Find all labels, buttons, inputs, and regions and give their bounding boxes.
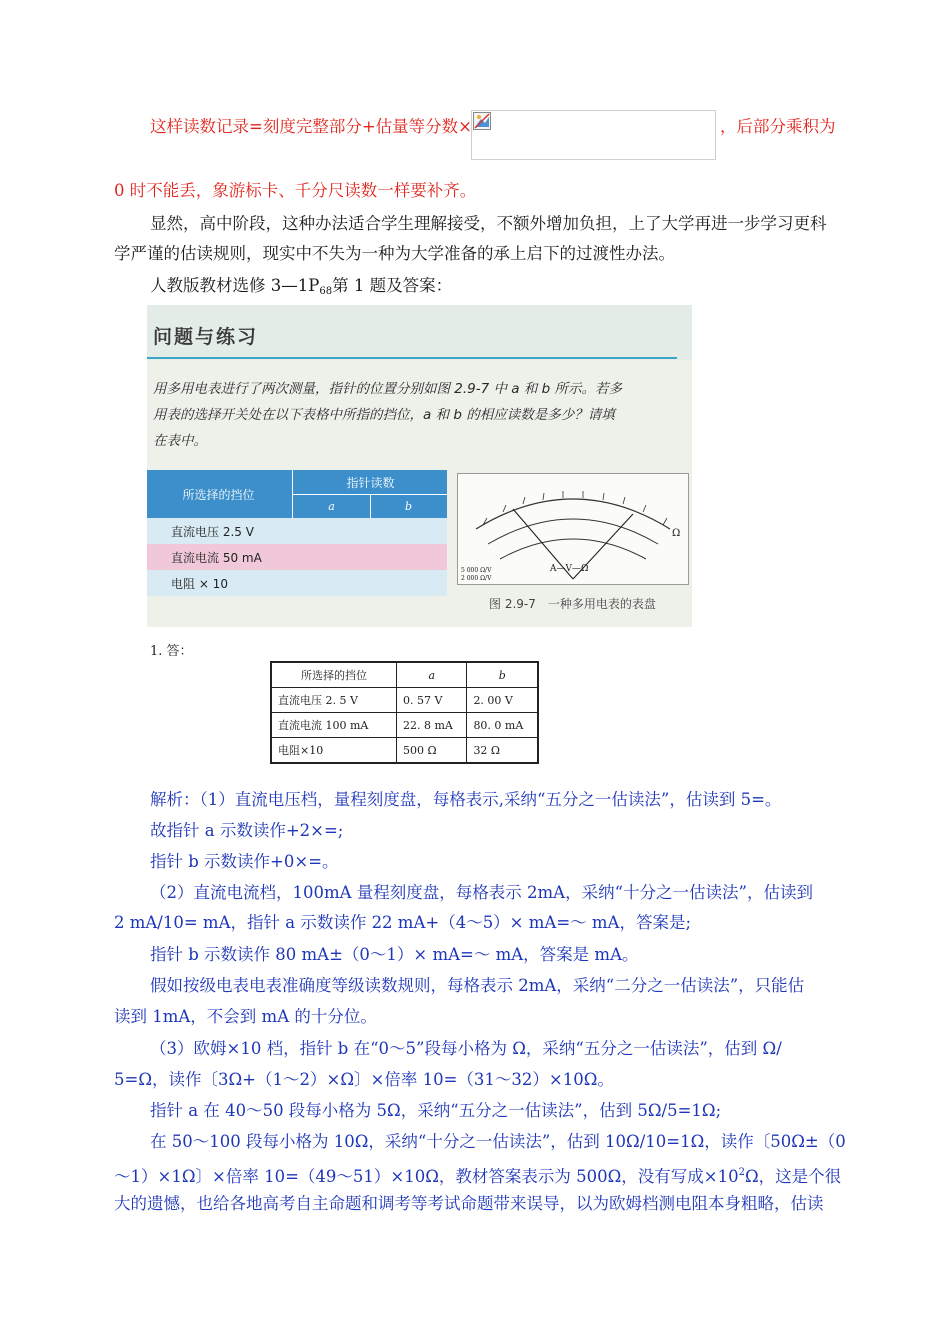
scan-divider <box>147 357 677 359</box>
answer-cell: 500 Ω <box>397 738 467 764</box>
analysis-line-9: （3）欧姆×10 档，指针 b 在“0～5”段每小格为 Ω，采纳“五分之一估读法”，估到 Ω/ <box>150 1039 782 1058</box>
paragraph-2-line-1: 显然，高中阶段，这种办法适合学生理解接受，不额外增加负担，上了大学再进一步学习更科 <box>150 214 827 233</box>
answer-cell: 0. 57 V <box>397 688 467 713</box>
answer-label: 1. 答： <box>150 644 193 659</box>
answer-header-a: a <box>397 662 467 688</box>
intro-line-2: 0 时不能丢，象游标卡、千分尺读数一样要补齐。 <box>114 181 477 200</box>
scan-question-1: 用多用电表进行了两次测量，指针的位置分别如图 2.9-7 中 a 和 b 所示。若多 <box>153 381 623 397</box>
analysis-line-5: 2 mA/10= mA，指针 a 示数读作 22 mA+（4～5）× mA=～ mA，答案是; <box>114 913 692 932</box>
paragraph-3-sub: 68 <box>319 286 333 297</box>
paragraph-2-line-2: 学严谨的估读规则，现实中不失为一种为大学准备的承上启下的过渡性办法。 <box>114 244 675 263</box>
analysis-line-7: 假如按级电表电表准确度等级读数规则，每格表示 2mA，采纳“二分之一估读法”，只能估 <box>150 976 805 995</box>
intro-line-1a: 这样读数记录=刻度完整部分+估量等分数× <box>150 117 472 136</box>
broken-image-placeholder <box>471 110 716 160</box>
paragraph-3 <box>150 276 452 302</box>
selector-row-1: 直流电压 2.5 V <box>147 518 447 544</box>
answer-table <box>270 661 539 764</box>
header-col-a: a <box>292 495 371 518</box>
analysis-line-4: （2）直流电流档，100mA 量程刻度盘，每格表示 2mA，采纳“十分之一估读法”，估读到 <box>150 883 813 902</box>
analysis-line-8: 读到 1mA，不会到 mA 的十分位。 <box>114 1007 377 1026</box>
dial-avo: A—V—Ω <box>550 564 589 574</box>
analysis-line-3: 指针 b 示数读作+0×=。 <box>150 852 339 871</box>
header-position: 所选择的挡位 <box>182 487 255 502</box>
analysis-line-14: 大的遗憾，也给各地高考自主命题和调考等考试命题带来误导，以为欧姆档测电阻本身粗略，估读 <box>114 1194 824 1213</box>
scan-question-3: 在表中。 <box>153 433 207 449</box>
dial-v2: 2 000 Ω/V <box>461 575 492 582</box>
answer-cell: 32 Ω <box>467 738 538 764</box>
answer-row-1 <box>271 688 538 713</box>
answer-cell: 22. 8 mA <box>397 713 467 738</box>
answer-header-position: 所选择的挡位 <box>271 662 397 688</box>
selector-row-3: 电阻 × 10 <box>147 570 447 596</box>
scan-question-2: 用表的选择开关处在以下表格中所指的挡位，a 和 b 的相应读数是多少？请填 <box>153 407 615 423</box>
answer-cell: 直流电压 2. 5 V <box>271 688 397 713</box>
answer-row-2 <box>271 713 538 738</box>
broken-image-icon <box>473 112 491 130</box>
answer-cell: 电阻×10 <box>271 738 397 764</box>
selector-row-2: 直流电流 50 mA <box>147 544 447 570</box>
scan-heading: 问题与练习 <box>153 326 259 348</box>
paragraph-3-a: 人教版教材选修 3—1P <box>150 276 320 295</box>
figure-caption: 图 2.9-7 一种多用电表的表盘 <box>489 597 656 611</box>
answer-cell: 80. 0 mA <box>467 713 538 738</box>
analysis-line-13-b: Ω，这是个很 <box>745 1167 842 1186</box>
analysis-line-12: 在 50～100 段每小格为 10Ω，采纳“十分之一估读法”，估到 10Ω/10=1Ω，读作〔50Ω±（0 <box>150 1132 846 1151</box>
meter-dial-figure <box>457 473 689 585</box>
analysis-line-2: 故指针 a 示数读作+2×=; <box>150 821 344 840</box>
analysis-line-13 <box>114 1163 841 1187</box>
intro-line-1b: ，后部分乘积为 <box>720 117 836 136</box>
answer-cell: 直流电流 100 mA <box>271 713 397 738</box>
answer-cell: 2. 00 V <box>467 688 538 713</box>
answer-row-3 <box>271 738 538 764</box>
selector-table <box>147 470 447 600</box>
analysis-line-13-a: ～1）×1Ω〕×倍率 10=（49～51）×10Ω，教材答案表示为 500Ω，没有写成×10 <box>114 1167 739 1186</box>
answer-header-b: b <box>467 662 538 688</box>
analysis-line-11: 指针 a 在 40～50 段每小格为 5Ω，采纳“五分之一估读法”，估到 5Ω/5=1Ω; <box>150 1101 722 1120</box>
textbook-scan <box>147 305 692 627</box>
selector-table-header <box>147 470 447 518</box>
scan-header <box>147 305 692 360</box>
analysis-line-13-sup: 2 <box>738 1167 745 1178</box>
analysis-line-10: 5=Ω，读作〔3Ω+（1～2）×Ω〕×倍率 10=（31～32）×10Ω。 <box>114 1070 614 1089</box>
paragraph-3-b: 第 1 题及答案： <box>332 276 453 295</box>
header-col-b: b <box>404 500 413 513</box>
analysis-line-6: 指针 b 示数读作 80 mA±（0～1）× mA=～ mA，答案是 mA。 <box>150 945 639 964</box>
header-reading: 指针读数 <box>292 470 448 495</box>
analysis-line-1: 解析：（1）直流电压档，量程刻度盘，每格表示,采纳“五分之一估读法”，估读到 5=。 <box>150 790 782 809</box>
dial-omega: Ω <box>672 528 681 539</box>
answer-header-row <box>271 662 538 688</box>
dial-v1: 5 000 Ω/V <box>461 567 492 574</box>
